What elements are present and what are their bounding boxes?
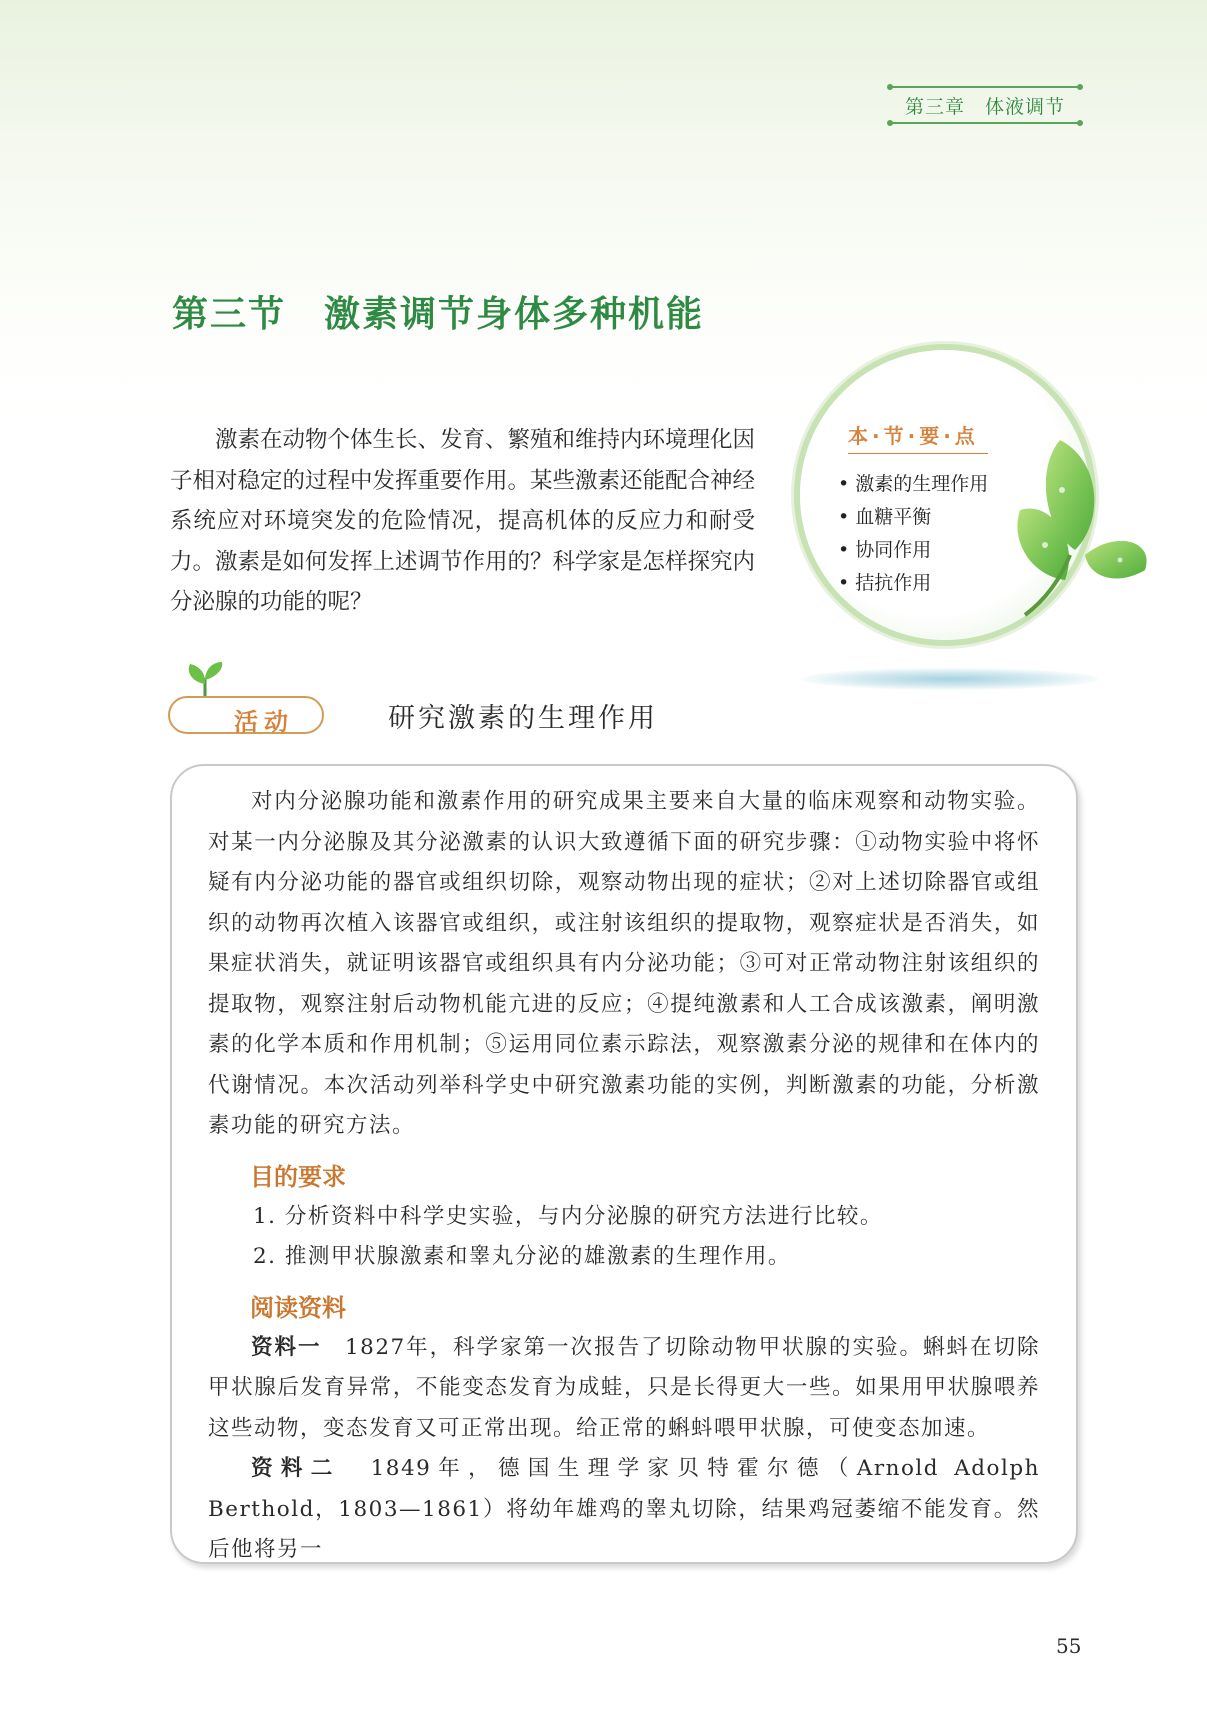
header-dot-decoration [887, 84, 893, 90]
material-one [208, 1328, 1040, 1450]
intro-paragraph: 激素在动物个体生长、发育、繁殖和维持内环境理化因子相对稳定的过程中发挥重要作用。某些激素还能配合神经系统应对环境突发的危险情况，提高机体的反应力和耐受力。激素是如何发挥上述调节作用的？科学家是怎样探究内分泌腺的功能的呢？ [170, 427, 756, 615]
goal-item: 1. 分析资料中科学史实验，与内分泌腺的研究方法进行比较。 [253, 1203, 883, 1229]
material-two-text: 1849年，德国生理学家贝特霍尔德（Arnold Adolph Berthold，1803—1861）将幼年雄鸡的睾丸切除，结果鸡冠萎缩不能发育。然后他将另一 [208, 1456, 1040, 1562]
key-point-item: • 协同作用 [838, 534, 988, 567]
leaves-icon [990, 430, 1160, 630]
header-dot-decoration [1077, 120, 1083, 126]
header-dot-decoration [887, 120, 893, 126]
key-point-item: • 激素的生理作用 [838, 468, 988, 501]
activity-content [208, 782, 1040, 1571]
chapter-title: 第三章 体液调节 [904, 95, 1065, 118]
material-one-text: 1827年，科学家第一次报告了切除动物甲状腺的实验。蝌蚪在切除甲状腺后发育异常，不能变态发育为成蛙，只是长得更大一些。如果用甲状腺喂养这些动物，变态发育又可正常出现。给正常的蝌蚪喂甲状腺，可使变态加速。 [208, 1334, 1040, 1441]
material-one-label: 资料一 [251, 1334, 322, 1360]
intro-text [170, 420, 755, 623]
activity-badge-label: 活动 [234, 707, 294, 736]
key-point-item: • 拮抗作用 [838, 567, 988, 600]
key-points-shadow [800, 668, 1100, 690]
page-number: 55 [1056, 1634, 1082, 1658]
activity-badge [168, 696, 324, 734]
key-point-item: • 血糖平衡 [838, 501, 988, 534]
section-title: 第三节 激素调节身体多种机能 [172, 293, 705, 335]
goals-heading: 目的要求 [250, 1162, 346, 1191]
header-dot-decoration [1077, 84, 1083, 90]
key-points-title: 本·节·要·点 [848, 420, 988, 454]
material-two-label: 资料二 [251, 1456, 341, 1481]
goal-item: 2. 推测甲状腺激素和睾丸分泌的雄激素的生理作用。 [253, 1244, 791, 1269]
activity-title: 研究激素的生理作用 [388, 703, 658, 734]
material-two [208, 1449, 1040, 1571]
reading-heading: 阅读资料 [250, 1293, 346, 1322]
key-points-list [838, 468, 988, 600]
activity-paragraph: 对内分泌腺功能和激素作用的研究成果主要来自大量的临床观察和动物实验。对某一内分泌腺及其分泌激素的认识大致遵循下面的研究步骤：①动物实验中将怀疑有内分泌功能的器官或组织切除，观察动物出现的症状；②对上述切除器官或组织的动物再次植入该器官或组织，或注射该组织的提取物，观察症状是否消失，如果症状消失，就证明该器官或组织具有内分泌功能；③可对正常动物注射该组织的提取物，观察注射后动物机能亢进的反应；④提纯激素和人工合成该激素，阐明激素的化学本质和作用机制；⑤运用同位素示踪法，观察激素分泌的规律和在体内的代谢情况。本次活动列举科学史中研究激素功能的实例，判断激素的功能，分析激素功能的研究方法。 [208, 789, 1040, 1138]
chapter-header [890, 86, 1080, 124]
